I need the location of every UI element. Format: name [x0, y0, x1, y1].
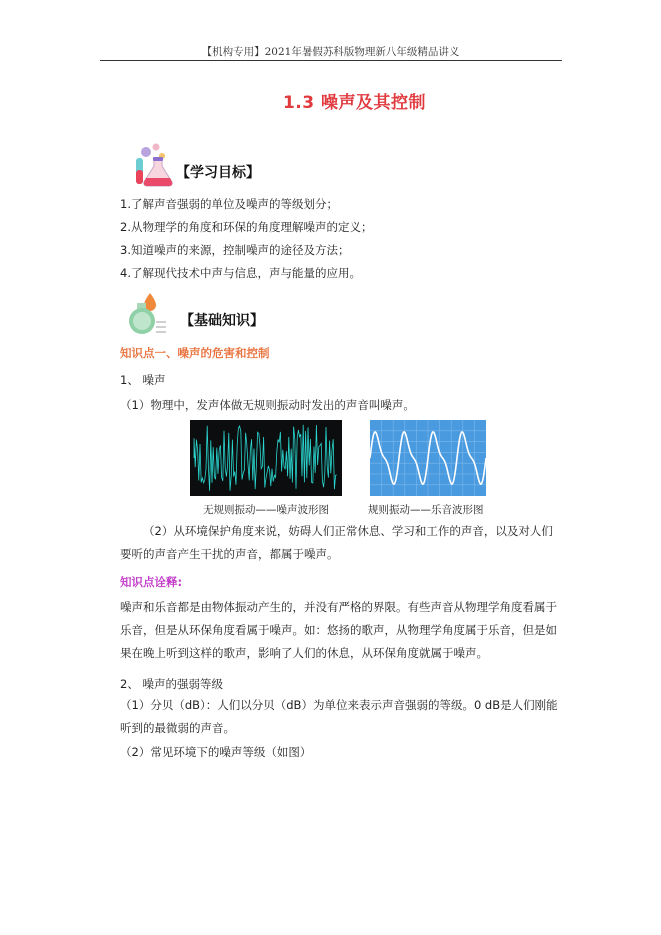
chemistry-flask-icon	[132, 142, 180, 188]
noise-definition: （1）物理中，发声体做无规则振动时发出的声音叫噪声。	[120, 398, 415, 412]
subsection-noise-level: 2、 噪声的强弱等级	[120, 677, 223, 691]
music-waveform-figure	[370, 420, 486, 496]
note-text: 噪声和乐音都是由物体振动产生的，并没有严格的界限。有些声音从物理学角度看属于乐音，但是从环保角度看属于噪声。如：悠扬的歌声，从物理学角度属于乐音，但是如果在晚上听到这样的歌声，影响了人们的休息，从环保角度就属于噪声。	[120, 600, 557, 660]
knowledge-point-title: 知识点一、噪声的危害和控制	[120, 346, 270, 360]
objectives-heading: 【学习目标】	[176, 165, 260, 181]
basics-heading: 【基础知识】	[180, 313, 264, 329]
music-waveform-caption: 规则振动——乐音波形图	[368, 504, 484, 516]
subsection-noise: 1、 噪声	[120, 373, 166, 387]
objective-item-3: 3.知道噪声的来源，控制噪声的途径及方法；	[120, 243, 350, 257]
noise-waveform-caption: 无规则振动——噪声波形图	[203, 504, 329, 516]
note-label: 知识点诠释:	[120, 575, 183, 589]
common-noise-levels: （2）常见环境下的噪声等级（如图）	[120, 745, 312, 759]
decibel-definition: （1）分贝（dB）：人们以分贝（dB）为单位来表示声音强弱的等级。0 dB是人们刚能听到的最微弱的声音。	[120, 698, 558, 735]
page-header: 【机构专用】2021年暑假苏科版物理新八年级精品讲义	[201, 46, 460, 58]
noise-waveform-figure	[190, 420, 342, 496]
header-divider	[100, 60, 562, 61]
flask-drop-icon	[120, 291, 168, 335]
page-title: 1.3 噪声及其控制	[282, 93, 427, 113]
noise-wave-line	[194, 425, 337, 491]
objective-item-4: 4.了解现代技术中声与信息，声与能量的应用。	[120, 266, 361, 280]
objective-item-2: 2.从物理学的角度和环保的角度理解噪声的定义；	[120, 220, 373, 234]
environmental-noise-definition: （2）从环境保护角度来说，妨碍人们正常休息、学习和工作的声音，以及对人们要听的声音产生干扰的声音，都属于噪声。	[120, 524, 553, 561]
objective-item-1: 1.了解声音强弱的单位及噪声的等级划分；	[120, 197, 338, 211]
